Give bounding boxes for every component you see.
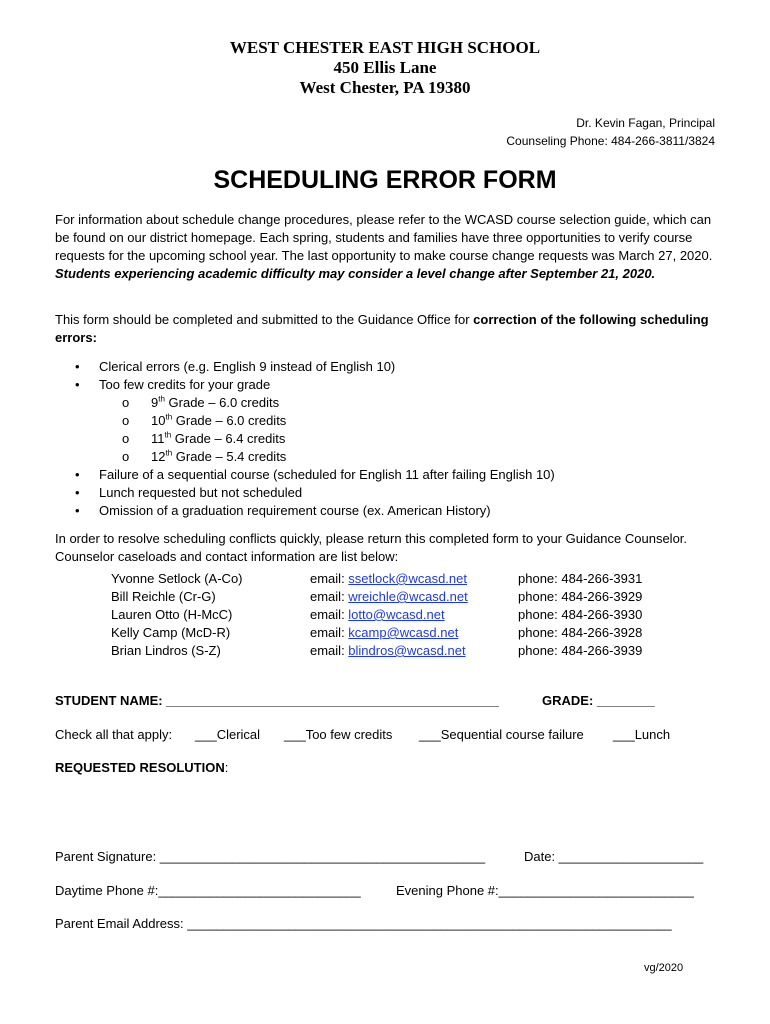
bullet-icon: • bbox=[75, 485, 80, 500]
grade-number: 11 bbox=[151, 431, 165, 446]
counseling-phone: Counseling Phone: 484-266-3811/3824 bbox=[506, 134, 715, 148]
counselor-name: Lauren Otto (H-McC) bbox=[111, 607, 233, 622]
email-link[interactable]: kcamp@wcasd.net bbox=[348, 625, 459, 640]
email-link[interactable]: blindros@wcasd.net bbox=[348, 643, 466, 658]
list-item bbox=[55, 376, 555, 394]
intro-emphasis: Students experiencing academic difficulty may consider a level change after September 21, 2020. bbox=[55, 266, 656, 281]
resolve-paragraph: In order to resolve scheduling conflicts quickly, please return this completed form to your Guidance Counselor. Counselor caseloads and contact information are list below: bbox=[55, 531, 688, 564]
grade-credits: Grade – 6.0 credits bbox=[172, 413, 287, 428]
counselor-phone: phone: 484-266-3931 bbox=[518, 571, 643, 586]
email-label: email: bbox=[310, 625, 349, 640]
circle-bullet-icon: o bbox=[122, 431, 130, 446]
version-footer: vg/2020 bbox=[644, 962, 684, 974]
email-label: email: bbox=[310, 607, 349, 622]
intro-paragraph bbox=[55, 211, 725, 283]
error-too-few-credits: Too few credits for your grade bbox=[99, 377, 271, 392]
counselor-name: Brian Lindros (S-Z) bbox=[111, 643, 221, 658]
instructions-text: This form should be completed and submitted to the Guidance Office for bbox=[55, 312, 474, 327]
counselor-name: Kelly Camp (McD-R) bbox=[111, 625, 231, 640]
counselor-phone: phone: 484-266-3929 bbox=[518, 589, 643, 604]
error-lunch: Lunch requested but not scheduled bbox=[99, 485, 303, 500]
circle-bullet-icon: o bbox=[122, 449, 130, 464]
grade-credits: Grade – 6.0 credits bbox=[164, 395, 280, 410]
principal-block bbox=[506, 114, 715, 150]
date-field[interactable]: Date: ____________________ bbox=[524, 849, 704, 864]
counselor-name: Yvonne Setlock (A-Co) bbox=[111, 571, 243, 586]
list-item bbox=[55, 430, 555, 448]
counselor-email bbox=[310, 625, 458, 640]
counselor-name: Bill Reichle (Cr-G) bbox=[111, 589, 216, 604]
principal-name: Dr. Kevin Fagan, Principal bbox=[576, 116, 715, 130]
school-city: West Chester, PA 19380 bbox=[299, 78, 471, 97]
instructions-emphasis: correction of the following scheduling errors: bbox=[55, 312, 709, 345]
list-item bbox=[55, 466, 555, 484]
list-item bbox=[55, 484, 555, 502]
counselor-phone: phone: 484-266-3939 bbox=[518, 643, 643, 658]
check-clerical[interactable]: ___Clerical bbox=[195, 727, 261, 742]
email-label: email: bbox=[310, 571, 349, 586]
daytime-phone-field[interactable]: Daytime Phone #:____________________________ bbox=[55, 883, 361, 898]
grade-credits: Grade – 6.4 credits bbox=[171, 431, 286, 446]
email-link[interactable]: wreichle@wcasd.net bbox=[348, 589, 468, 604]
list-item bbox=[55, 358, 555, 376]
email-label: email: bbox=[310, 643, 349, 658]
list-item bbox=[55, 412, 555, 430]
check-sequential[interactable]: ___Sequential course failure bbox=[419, 727, 584, 742]
grade-suffix: th bbox=[164, 430, 172, 440]
error-omission: Omission of a graduation requirement course (ex. American History) bbox=[99, 503, 491, 518]
form-title: SCHEDULING ERROR FORM bbox=[213, 166, 557, 194]
check-label: Check all that apply: bbox=[55, 727, 173, 742]
resolution-colon: : bbox=[224, 760, 229, 775]
requested-resolution bbox=[55, 760, 228, 775]
circle-bullet-icon: o bbox=[122, 413, 130, 428]
grade-field[interactable]: GRADE: ________ bbox=[542, 693, 655, 708]
intro-text: For information about schedule change procedures, please refer to the WCASD course selection guide, which can be found on our district homepage. Each spring, students and families have three opportunities to verify course requests for the upcoming school year. The last opportunity to make course change requests was March 27, 2020. bbox=[55, 212, 713, 263]
error-sequential: Failure of a sequential course (scheduled for English 11 after failing English 10) bbox=[99, 467, 555, 482]
bullet-icon: • bbox=[75, 359, 80, 374]
list-item bbox=[55, 502, 555, 520]
counselor-phone: phone: 484-266-3930 bbox=[518, 607, 643, 622]
grade-suffix: th bbox=[165, 412, 173, 422]
check-few-credits[interactable]: ___Too few credits bbox=[284, 727, 393, 742]
parent-signature-field[interactable]: Parent Signature: _____________________________________________ bbox=[55, 849, 486, 864]
grade-number: 12 bbox=[151, 449, 166, 464]
error-list bbox=[55, 358, 555, 520]
email-link[interactable]: lotto@wcasd.net bbox=[348, 607, 445, 622]
check-lunch[interactable]: ___Lunch bbox=[613, 727, 671, 742]
grade-suffix: th bbox=[165, 448, 173, 458]
student-name-field[interactable]: STUDENT NAME: ______________________________________________ bbox=[55, 693, 499, 708]
bullet-icon: • bbox=[75, 467, 80, 482]
grade-suffix: th bbox=[158, 394, 165, 404]
bullet-icon: • bbox=[75, 377, 80, 392]
counselor-email bbox=[310, 589, 468, 604]
resolution-label: REQUESTED RESOLUTION bbox=[55, 760, 225, 775]
circle-bullet-icon: o bbox=[122, 395, 130, 410]
counselor-email bbox=[310, 607, 445, 622]
bullet-icon: • bbox=[75, 503, 80, 518]
list-item bbox=[55, 394, 555, 412]
evening-phone-field[interactable]: Evening Phone #:___________________________ bbox=[396, 883, 694, 898]
parent-email-field[interactable]: Parent Email Address: ___________________________________________________________________ bbox=[55, 916, 672, 931]
school-header bbox=[0, 38, 770, 98]
school-street: 450 Ellis Lane bbox=[333, 58, 437, 77]
email-link[interactable]: ssetlock@wcasd.net bbox=[348, 571, 467, 586]
error-clerical: Clerical errors (e.g. English 9 instead of English 10) bbox=[99, 359, 396, 374]
list-item bbox=[55, 448, 555, 466]
school-name: WEST CHESTER EAST HIGH SCHOOL bbox=[229, 38, 541, 57]
counselor-email bbox=[310, 643, 466, 658]
instructions-paragraph bbox=[55, 311, 725, 347]
grade-credits: Grade – 5.4 credits bbox=[172, 449, 287, 464]
grade-number: 9 bbox=[151, 395, 159, 410]
counselor-email bbox=[310, 571, 467, 586]
grade-number: 10 bbox=[151, 413, 166, 428]
counselor-phone: phone: 484-266-3928 bbox=[518, 625, 643, 640]
email-label: email: bbox=[310, 589, 349, 604]
